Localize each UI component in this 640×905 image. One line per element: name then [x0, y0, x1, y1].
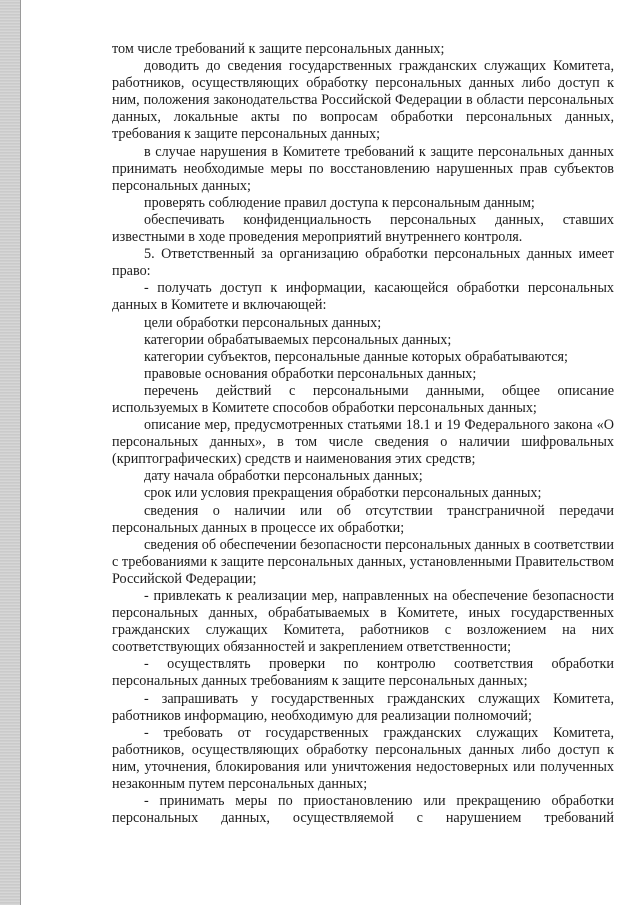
- paragraph: - принимать меры по приостановлению или прекращению обработки персональных данных, осуществляемой с нарушением требований: [112, 793, 614, 827]
- paragraph: обеспечивать конфиденциальность персональных данных, ставших известными в ходе проведения мероприятий внутреннего контроля.: [112, 211, 614, 246]
- list-item: срок или условия прекращения обработки персональных данных;: [144, 485, 542, 502]
- list-item: категории субъектов, персональные данные которых обрабатываются;: [144, 348, 568, 365]
- paragraph: доводить до сведения государственных гражданских служащих Комитета, работников, осуществляющих обработку персональных данных либо доступ к ним, положения законодательства Российской Федерации в области персональных данных, локальные акты по вопросам обработки персональных данных, требования к защите персональных данных;: [112, 58, 614, 143]
- list-item: описание мер, предусмотренных статьями 18.1 и 19 Федерального закона «О персональных данных», в том числе сведения о наличии шифровальных (криптографических) средств и наименования этих средств;: [112, 417, 614, 468]
- paragraph: в случае нарушения в Комитете требований к защите персональных данных принимать необходимые меры по восстановлению нарушенных прав субъектов персональных данных;: [112, 143, 614, 194]
- scan-edge-line: [20, 0, 21, 905]
- list-item: правовые основания обработки персональных данных;: [144, 365, 477, 382]
- paragraph: - требовать от государственных гражданских служащих Комитета, работников, осуществляющих обработку персональных данных либо доступ к ним, уточнения, блокирования или уничтожения недостоверных или полученных незаконным путем персональных данных;: [112, 724, 614, 793]
- paragraph: проверять соблюдение правил доступа к персональным данным;: [144, 194, 535, 211]
- scan-edge: [0, 0, 20, 905]
- paragraph: - запрашивать у государственных гражданских служащих Комитета, работников информацию, необходимую для реализации полномочий;: [112, 690, 614, 724]
- paragraph: - привлекать к реализации мер, направленных на обеспечение безопасности персональных данных, обрабатываемых в Комитете, иных государственных гражданских служащих Комитета, работников с возложением на них соответствующих обязанностей и закреплением ответственности;: [112, 588, 614, 656]
- document-page: [112, 41, 614, 827]
- list-item: сведения о наличии или об отсутствии трансграничной передачи персональных данных в процессе их обработки;: [112, 502, 614, 536]
- paragraph: том числе требований к защите персональных данных;: [112, 41, 445, 57]
- list-item: перечень действий с персональными данными, общее описание используемых в Комитете способов обработки персональных данных;: [112, 382, 614, 416]
- list-item: дату начала обработки персональных данных;: [144, 468, 423, 485]
- paragraph: - получать доступ к информации, касающейся обработки персональных данных в Комитете и включающей:: [112, 280, 614, 314]
- paragraph: - осуществлять проверки по контролю соответствия обработки персональных данных требованиям к защите персональных данных;: [112, 656, 614, 690]
- list-item: цели обработки персональных данных;: [144, 314, 382, 331]
- list-item: категории обрабатываемых персональных данных;: [144, 331, 452, 348]
- list-item: сведения об обеспечении безопасности персональных данных в соответствии с требованиями к защите персональных данных, установленными Правительством Российской Федерации;: [112, 536, 614, 587]
- paragraph: 5. Ответственный за организацию обработки персональных данных имеет право:: [112, 246, 614, 280]
